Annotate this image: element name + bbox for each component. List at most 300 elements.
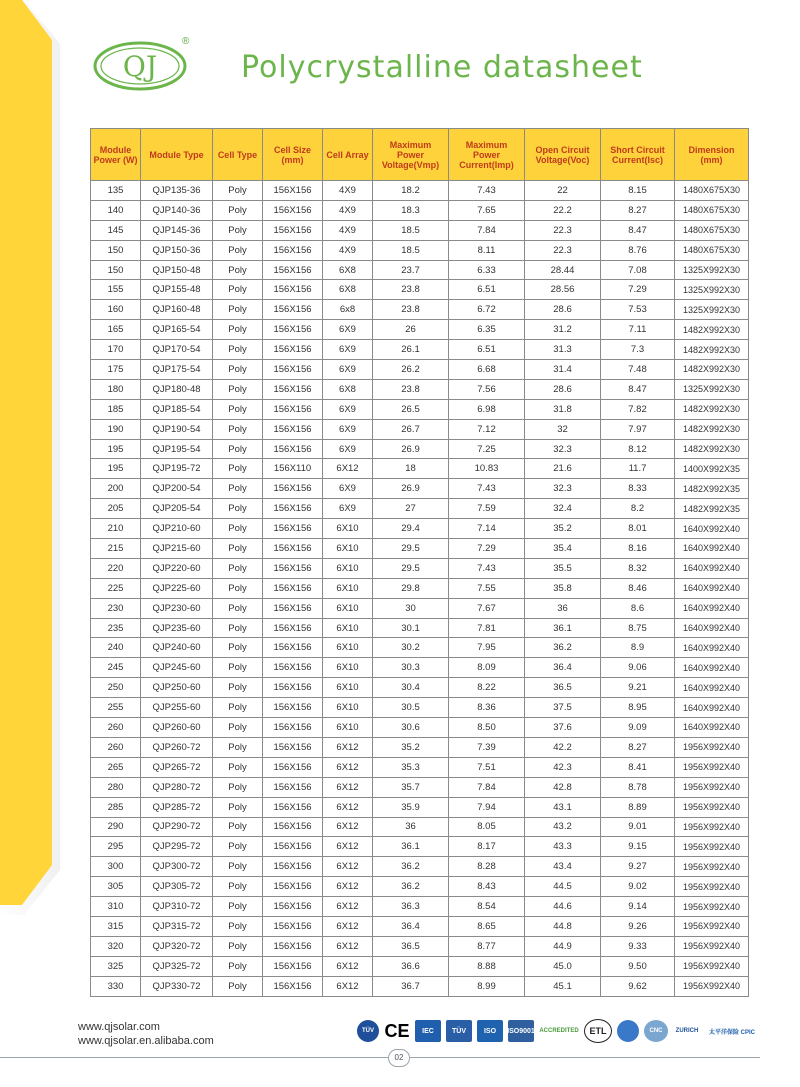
column-header: Short Circuit Current(Isc) [601, 129, 675, 181]
table-cell: 42.8 [525, 777, 601, 797]
table-cell: QJP150-36 [141, 240, 213, 260]
table-cell: 6X9 [323, 340, 373, 360]
table-cell: 156X156 [263, 877, 323, 897]
datasheet-table [90, 128, 749, 997]
table-cell: 7.43 [449, 558, 525, 578]
table-cell: 1480X675X30 [675, 181, 749, 201]
table-cell: 36.6 [373, 956, 449, 976]
table-cell: 156X156 [263, 857, 323, 877]
table-cell: 8.47 [601, 379, 675, 399]
table-cell: 10.83 [449, 459, 525, 479]
table-cell: 6.68 [449, 360, 525, 380]
table-cell: 310 [91, 897, 141, 917]
table-cell: Poly [213, 718, 263, 738]
column-header: Open Circuit Voltage(Voc) [525, 129, 601, 181]
table-cell: 35.4 [525, 539, 601, 559]
table-row [91, 419, 749, 439]
table-cell: 6.35 [449, 320, 525, 340]
table-cell: 1482X992X35 [675, 499, 749, 519]
table-cell: QJP220-60 [141, 558, 213, 578]
table-cell: 7.59 [449, 499, 525, 519]
table-cell: QJP175-54 [141, 360, 213, 380]
table-cell: Poly [213, 737, 263, 757]
table-cell: Poly [213, 459, 263, 479]
table-body [91, 181, 749, 997]
table-cell: 156X156 [263, 439, 323, 459]
table-cell: 280 [91, 777, 141, 797]
table-cell: 156X156 [263, 956, 323, 976]
table-cell: 9.26 [601, 916, 675, 936]
table-cell: 1325X992X30 [675, 300, 749, 320]
table-cell: 1640X992X40 [675, 658, 749, 678]
table-cell: 7.43 [449, 479, 525, 499]
table-cell: 6X10 [323, 638, 373, 658]
table-cell: 156X156 [263, 539, 323, 559]
table-cell: Poly [213, 956, 263, 976]
table-cell: 26.1 [373, 340, 449, 360]
table-cell: QJP330-72 [141, 976, 213, 996]
table-cell: 8.99 [449, 976, 525, 996]
table-cell: 36.2 [373, 857, 449, 877]
table-cell: QJP325-72 [141, 956, 213, 976]
table-cell: 26.9 [373, 479, 449, 499]
table-cell: 8.09 [449, 658, 525, 678]
table-cell: 36.1 [525, 618, 601, 638]
table-cell: 156X156 [263, 737, 323, 757]
table-cell: 235 [91, 618, 141, 638]
column-header: Module Type [141, 129, 213, 181]
table-cell: 156X156 [263, 777, 323, 797]
table-row [91, 718, 749, 738]
table-cell: 1640X992X40 [675, 718, 749, 738]
table-cell: 6X10 [323, 539, 373, 559]
table-cell: 1482X992X30 [675, 320, 749, 340]
table-cell: 35.2 [525, 519, 601, 539]
table-cell: 156X156 [263, 320, 323, 340]
table-cell: 1956X992X40 [675, 916, 749, 936]
registered-mark: ® [182, 36, 190, 47]
table-cell: 6.72 [449, 300, 525, 320]
table-cell: 6X9 [323, 479, 373, 499]
table-cell: 44.8 [525, 916, 601, 936]
table-cell: 145 [91, 220, 141, 240]
table-cell: 170 [91, 340, 141, 360]
page-number: 02 [388, 1049, 410, 1067]
table-cell: 35.5 [525, 558, 601, 578]
table-cell: 8.89 [601, 797, 675, 817]
table-header-row [91, 129, 749, 181]
table-cell: 156X156 [263, 260, 323, 280]
table-cell: Poly [213, 817, 263, 837]
table-cell: 6X9 [323, 320, 373, 340]
table-cell: QJP190-54 [141, 419, 213, 439]
table-cell: 1956X992X40 [675, 757, 749, 777]
table-cell: 156X156 [263, 718, 323, 738]
table-cell: QJP150-48 [141, 260, 213, 280]
table-cell: 32.3 [525, 479, 601, 499]
table-row [91, 539, 749, 559]
table-cell: 8.76 [601, 240, 675, 260]
table-cell: 1325X992X30 [675, 280, 749, 300]
table-cell: Poly [213, 539, 263, 559]
table-cell: 7.67 [449, 598, 525, 618]
table-cell: Poly [213, 678, 263, 698]
table-cell: 4X9 [323, 220, 373, 240]
table-cell: 22.3 [525, 220, 601, 240]
table-cell: 205 [91, 499, 141, 519]
table-cell: 6X9 [323, 439, 373, 459]
table-cell: 26.7 [373, 419, 449, 439]
table-cell: 240 [91, 638, 141, 658]
table-cell: QJP210-60 [141, 519, 213, 539]
table-cell: 1640X992X40 [675, 539, 749, 559]
table-cell: 7.08 [601, 260, 675, 280]
table-row [91, 479, 749, 499]
table-cell: 1956X992X40 [675, 877, 749, 897]
table-cell: 1956X992X40 [675, 737, 749, 757]
table-cell: 30.2 [373, 638, 449, 658]
table-cell: 30.3 [373, 658, 449, 678]
table-cell: 6X9 [323, 499, 373, 519]
table-row [91, 698, 749, 718]
table-cell: 156X156 [263, 976, 323, 996]
table-cell: 6X12 [323, 897, 373, 917]
table-cell: 8.17 [449, 837, 525, 857]
table-cell: 8.15 [601, 181, 675, 201]
table-row [91, 638, 749, 658]
table-cell: 180 [91, 379, 141, 399]
table-cell: 9.01 [601, 817, 675, 837]
table-cell: 1640X992X40 [675, 618, 749, 638]
table-cell: 260 [91, 718, 141, 738]
table-cell: Poly [213, 439, 263, 459]
table-row [91, 240, 749, 260]
table-cell: 156X156 [263, 240, 323, 260]
table-cell: Poly [213, 320, 263, 340]
table-cell: 255 [91, 698, 141, 718]
cpic-logo: 太平洋保险 CPIC [708, 1029, 755, 1036]
table-cell: 1956X992X40 [675, 956, 749, 976]
table-cell: 220 [91, 558, 141, 578]
table-cell: 156X156 [263, 419, 323, 439]
footer-divider-right [410, 1057, 760, 1058]
table-cell: 6X8 [323, 260, 373, 280]
table-row [91, 837, 749, 857]
qj-logo [92, 40, 188, 92]
table-cell: 9.62 [601, 976, 675, 996]
table-cell: QJP305-72 [141, 877, 213, 897]
table-cell: 28.6 [525, 300, 601, 320]
table-cell: 6X12 [323, 956, 373, 976]
table-cell: Poly [213, 658, 263, 678]
table-cell: 230 [91, 598, 141, 618]
table-cell: 1480X675X30 [675, 220, 749, 240]
table-cell: 225 [91, 578, 141, 598]
table-cell: 6X10 [323, 598, 373, 618]
table-cell: Poly [213, 519, 263, 539]
table-cell: 6X8 [323, 280, 373, 300]
table-cell: QJP280-72 [141, 777, 213, 797]
table-cell: QJP235-60 [141, 618, 213, 638]
table-cell: 37.6 [525, 718, 601, 738]
table-cell: 156X156 [263, 797, 323, 817]
table-cell: 37.5 [525, 698, 601, 718]
table-cell: 8.54 [449, 897, 525, 917]
table-cell: Poly [213, 240, 263, 260]
table-cell: 45.1 [525, 976, 601, 996]
table-cell: 35.3 [373, 757, 449, 777]
table-row [91, 678, 749, 698]
table-cell: QJP290-72 [141, 817, 213, 837]
table-row [91, 857, 749, 877]
cnc-logo: CNC [644, 1020, 668, 1042]
table-cell: Poly [213, 797, 263, 817]
table-cell: 36.2 [525, 638, 601, 658]
table-cell: 6X12 [323, 837, 373, 857]
table-cell: 6X10 [323, 678, 373, 698]
table-cell: 36.4 [525, 658, 601, 678]
table-cell: 156X156 [263, 817, 323, 837]
table-cell: 156X156 [263, 340, 323, 360]
table-cell: 155 [91, 280, 141, 300]
table-cell: 6X12 [323, 777, 373, 797]
table-cell: 22.3 [525, 240, 601, 260]
table-cell: 44.6 [525, 897, 601, 917]
table-cell: QJP230-60 [141, 598, 213, 618]
table-cell: 6X12 [323, 857, 373, 877]
table-cell: 150 [91, 240, 141, 260]
table-row [91, 618, 749, 638]
table-cell: 156X156 [263, 220, 323, 240]
table-cell: 9.09 [601, 718, 675, 738]
table-row [91, 181, 749, 201]
iso-logo: ISO [477, 1020, 503, 1042]
table-cell: 6.51 [449, 340, 525, 360]
table-cell: 245 [91, 658, 141, 678]
table-cell: 6X10 [323, 519, 373, 539]
table-cell: 156X156 [263, 519, 323, 539]
table-cell: 1482X992X30 [675, 360, 749, 380]
table-cell: 7.84 [449, 777, 525, 797]
table-cell: 156X156 [263, 578, 323, 598]
table-cell: 1640X992X40 [675, 698, 749, 718]
table-cell: 135 [91, 181, 141, 201]
column-header: Cell Array [323, 129, 373, 181]
svg-text:QJ: QJ [122, 50, 158, 83]
table-cell: 4X9 [323, 240, 373, 260]
table-cell: 7.43 [449, 181, 525, 201]
table-cell: 31.8 [525, 399, 601, 419]
table-cell: 195 [91, 459, 141, 479]
table-cell: QJP260-72 [141, 737, 213, 757]
table-cell: 31.2 [525, 320, 601, 340]
table-cell: 18 [373, 459, 449, 479]
table-cell: 8.47 [601, 220, 675, 240]
table-cell: Poly [213, 777, 263, 797]
table-cell: 8.28 [449, 857, 525, 877]
table-cell: 8.43 [449, 877, 525, 897]
table-cell: QJP205-54 [141, 499, 213, 519]
table-cell: 6X12 [323, 936, 373, 956]
table-row [91, 260, 749, 280]
table-row [91, 737, 749, 757]
table-cell: 8.01 [601, 519, 675, 539]
table-cell: Poly [213, 479, 263, 499]
table-row [91, 817, 749, 837]
table-cell: Poly [213, 280, 263, 300]
table-row [91, 340, 749, 360]
table-cell: 30.6 [373, 718, 449, 738]
table-row [91, 519, 749, 539]
table-cell: 1482X992X30 [675, 399, 749, 419]
table-cell: QJP160-48 [141, 300, 213, 320]
table-cell: 35.8 [525, 578, 601, 598]
table-cell: 1956X992X40 [675, 857, 749, 877]
table-cell: 9.33 [601, 936, 675, 956]
table-cell: 28.6 [525, 379, 601, 399]
table-cell: 330 [91, 976, 141, 996]
table-row [91, 379, 749, 399]
table-cell: QJP315-72 [141, 916, 213, 936]
etl-logo: ETL [584, 1019, 612, 1043]
table-cell: 6X9 [323, 399, 373, 419]
table-cell: 1480X675X30 [675, 240, 749, 260]
table-row [91, 797, 749, 817]
table-cell: 9.14 [601, 897, 675, 917]
table-cell: 7.55 [449, 578, 525, 598]
table-cell: 23.8 [373, 379, 449, 399]
table-row [91, 200, 749, 220]
table-cell: 6x8 [323, 300, 373, 320]
table-cell: QJP145-36 [141, 220, 213, 240]
table-cell: 6X12 [323, 757, 373, 777]
table-cell: 30.4 [373, 678, 449, 698]
table-cell: 1956X992X40 [675, 777, 749, 797]
table-cell: Poly [213, 757, 263, 777]
table-cell: Poly [213, 837, 263, 857]
bird-logo [617, 1020, 639, 1042]
table-cell: 1325X992X30 [675, 379, 749, 399]
table-cell: 1640X992X40 [675, 519, 749, 539]
table-cell: QJP135-36 [141, 181, 213, 201]
table-cell: 32.4 [525, 499, 601, 519]
table-cell: 9.06 [601, 658, 675, 678]
table-cell: QJP215-60 [141, 539, 213, 559]
table-cell: Poly [213, 618, 263, 638]
table-cell: 156X156 [263, 499, 323, 519]
table-cell: 29.5 [373, 539, 449, 559]
table-cell: 23.8 [373, 300, 449, 320]
table-cell: 6X9 [323, 419, 373, 439]
table-cell: 8.50 [449, 718, 525, 738]
table-cell: Poly [213, 419, 263, 439]
table-cell: 32.3 [525, 439, 601, 459]
table-cell: 7.48 [601, 360, 675, 380]
table-cell: 325 [91, 956, 141, 976]
table-cell: Poly [213, 360, 263, 380]
table-cell: 7.29 [601, 280, 675, 300]
certification-logos [357, 1018, 762, 1044]
table-cell: 36 [373, 817, 449, 837]
table-cell: 156X156 [263, 399, 323, 419]
table-cell: 4X9 [323, 181, 373, 201]
table-row [91, 439, 749, 459]
table-cell: QJP295-72 [141, 837, 213, 857]
table-cell: 8.05 [449, 817, 525, 837]
table-cell: 36.3 [373, 897, 449, 917]
table-cell: 1325X992X30 [675, 260, 749, 280]
table-cell: 320 [91, 936, 141, 956]
table-row [91, 936, 749, 956]
table-cell: Poly [213, 200, 263, 220]
table-cell: 156X156 [263, 360, 323, 380]
table-cell: 6X10 [323, 578, 373, 598]
table-cell: 260 [91, 737, 141, 757]
alibaba-url[interactable]: www.qjsolar.en.alibaba.com [78, 1035, 214, 1047]
table-row [91, 897, 749, 917]
table-cell: 43.3 [525, 837, 601, 857]
table-cell: Poly [213, 499, 263, 519]
table-cell: 7.94 [449, 797, 525, 817]
table-cell: 6X12 [323, 459, 373, 479]
table-cell: 7.39 [449, 737, 525, 757]
table-row [91, 499, 749, 519]
table-cell: QJP245-60 [141, 658, 213, 678]
table-cell: 42.2 [525, 737, 601, 757]
table-cell: 1640X992X40 [675, 578, 749, 598]
table-cell: 1956X992X40 [675, 817, 749, 837]
table-cell: 35.9 [373, 797, 449, 817]
table-cell: 8.27 [601, 737, 675, 757]
table-cell: 6X12 [323, 817, 373, 837]
table-cell: 156X156 [263, 598, 323, 618]
table-cell: 36.5 [373, 936, 449, 956]
table-cell: 7.25 [449, 439, 525, 459]
accredited-logo: ACCREDITED [539, 1028, 579, 1034]
table-cell: 8.32 [601, 558, 675, 578]
table-cell: 8.9 [601, 638, 675, 658]
table-cell: QJP260-60 [141, 718, 213, 738]
table-cell: Poly [213, 220, 263, 240]
table-cell: 6X10 [323, 698, 373, 718]
table-cell: 175 [91, 360, 141, 380]
ce-logo: CE [384, 1020, 410, 1041]
table-cell: 160 [91, 300, 141, 320]
table-cell: QJP310-72 [141, 897, 213, 917]
table-cell: 140 [91, 200, 141, 220]
table-cell: 195 [91, 439, 141, 459]
table-cell: 7.95 [449, 638, 525, 658]
table-cell: QJP300-72 [141, 857, 213, 877]
website-url[interactable]: www.qjsolar.com [78, 1021, 160, 1033]
table-cell: 9.50 [601, 956, 675, 976]
table-cell: 36.4 [373, 916, 449, 936]
table-cell: Poly [213, 379, 263, 399]
table-cell: 21.6 [525, 459, 601, 479]
table-cell: QJP200-54 [141, 479, 213, 499]
table-cell: 1482X992X35 [675, 479, 749, 499]
table-cell: Poly [213, 340, 263, 360]
table-cell: 6.98 [449, 399, 525, 419]
table-cell: 36.2 [373, 877, 449, 897]
table-cell: 6X8 [323, 379, 373, 399]
table-cell: 8.36 [449, 698, 525, 718]
table-cell: Poly [213, 578, 263, 598]
table-row [91, 578, 749, 598]
table-row [91, 280, 749, 300]
table-row [91, 658, 749, 678]
table-cell: 156X156 [263, 280, 323, 300]
